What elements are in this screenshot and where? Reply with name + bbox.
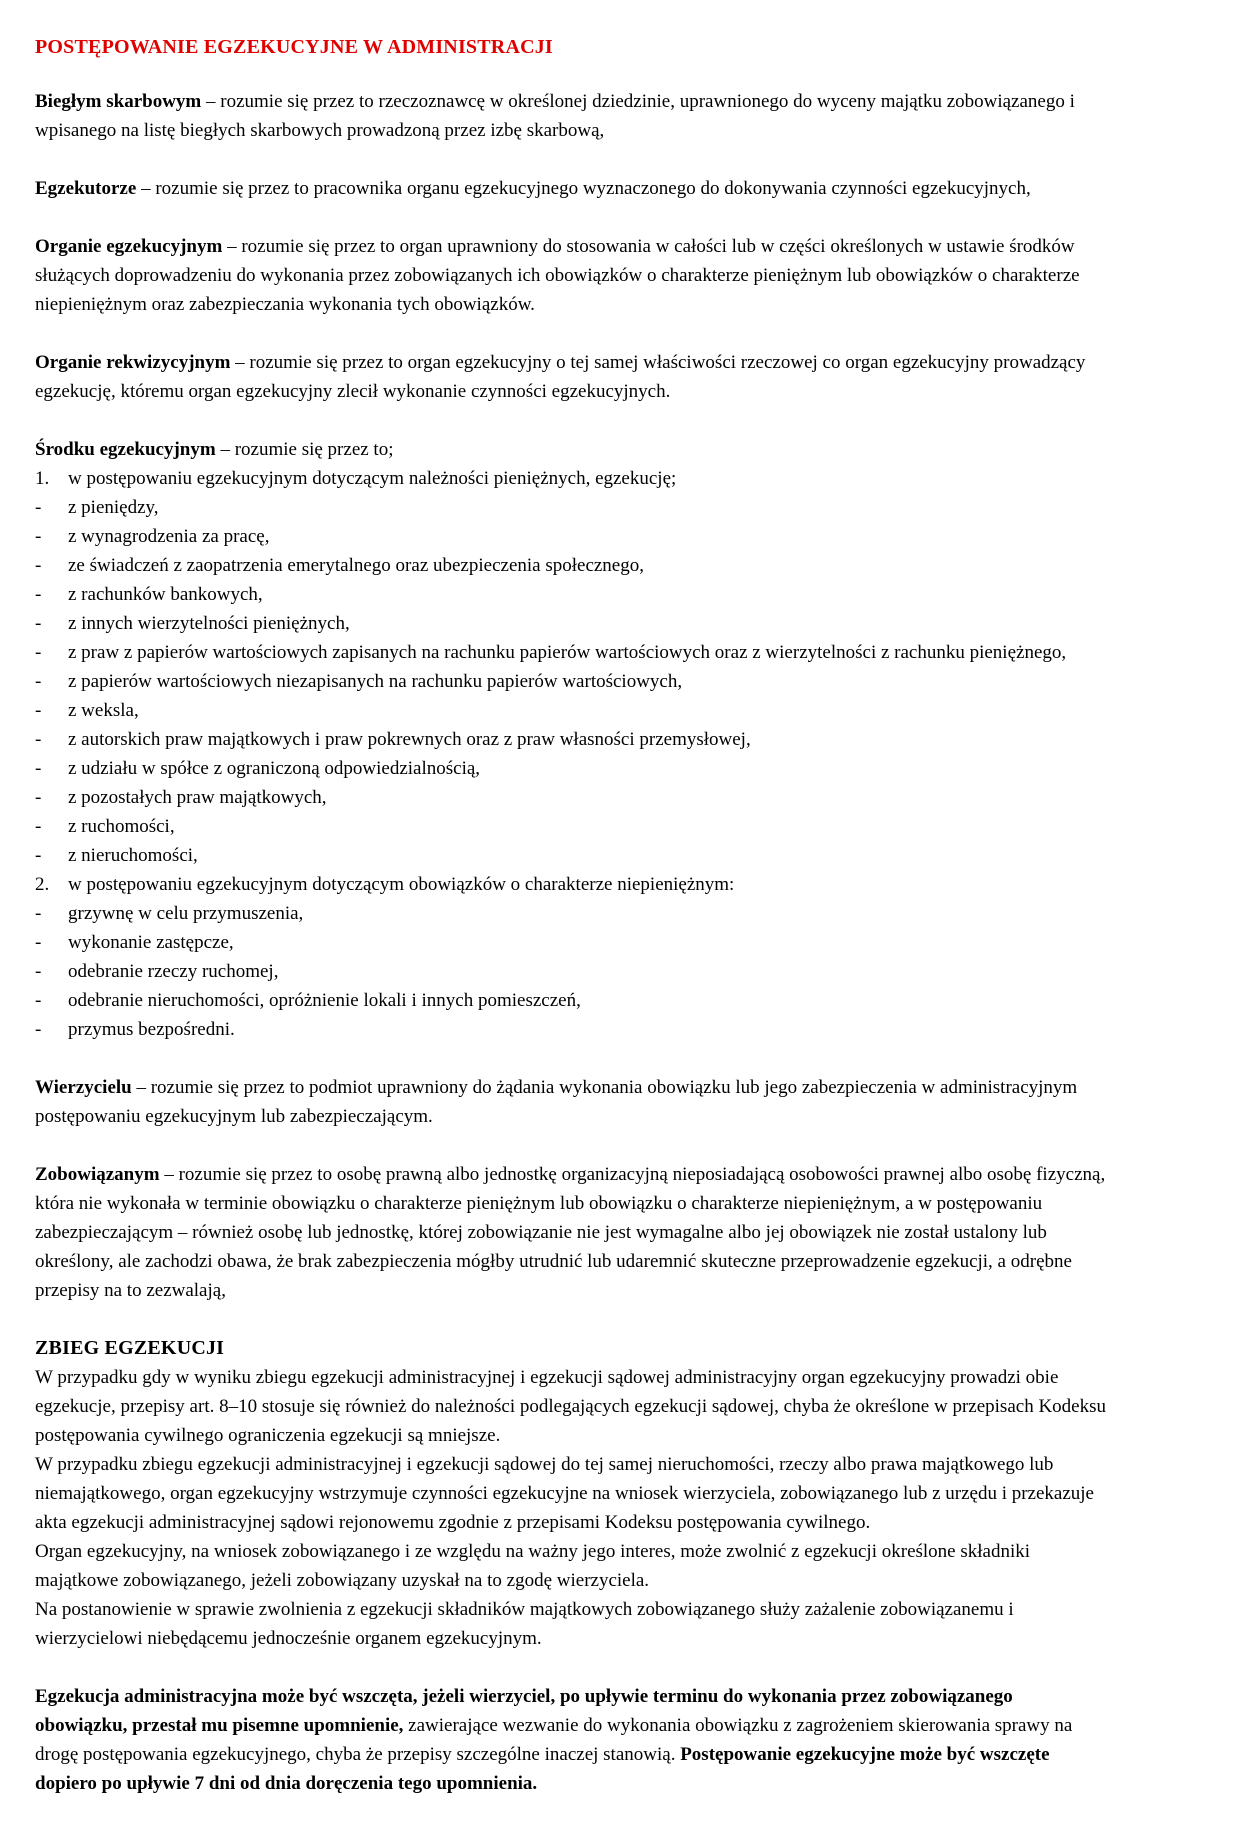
list-item-marker: - [35,497,42,518]
definition-text: – rozumie się przez to; [220,439,394,460]
definition-text: – rozumie się przez to pracownika organu egzekucyjnego wyznaczonego do dokonywania czynności egzekucyjnych, [141,178,1031,199]
list-item-marker: 1. [35,468,50,489]
list-item-text: grzywnę w celu przymuszenia, [68,903,304,924]
list-item [35,609,1107,638]
list-item-marker: - [35,526,42,547]
list-item-text: przymus bezpośredni. [68,1019,235,1040]
list-item-marker: - [35,700,42,721]
list-item-text: z pozostałych praw majątkowych, [68,787,327,808]
definitions-top [35,87,1107,406]
definition-term: Zobowiązanym [35,1164,160,1185]
closing-normal-text: zawierające wezwanie do wykonania obowiązku z zagrożeniem skierowania sprawy na drogę postępowania egzekucyjnego, chyba że przepisy szczególne inaczej stanowią. [35,1715,1073,1765]
list-item-marker: - [35,729,42,750]
concurrence-section [35,1334,1107,1653]
list-item-text: ze świadczeń z zaopatrzenia emerytalnego oraz ubezpieczenia społecznego, [68,555,644,576]
definition-paragraph [35,232,1107,319]
list-item [35,986,1107,1015]
list-item-marker: - [35,932,42,953]
list-item-text: z ruchomości, [68,816,175,837]
definition-paragraph [35,1160,1107,1305]
list-item [35,870,1107,899]
definition-term: Egzekutorze [35,178,137,199]
list-item-text: z nieruchomości, [68,845,198,866]
list-item [35,812,1107,841]
list-item-marker: - [35,816,42,837]
list-item [35,754,1107,783]
definition-text: – rozumie się przez to osobę prawną albo jednostkę organizacyjną nieposiadającą osobowości prawnej albo osobę fizyczną, która nie wykonała w terminie obowiązku o charakterze pieniężnym lub obowiązku o charakterze niepieniężnym, a w postępowaniu zabezpieczającym – również osobę lub jednostkę, której zobowiązanie nie jest wymagalne albo jej obowiązek nie został ustalony lub określony, ale zachodzi obawa, że brak zabezpieczenia mógłby utrudnić lub udaremnić skuteczne przeprowadzenie egzekucji, a odrębne przepisy na to zezwalają, [35,1164,1106,1301]
list-item [35,522,1107,551]
section-paragraph: Na postanowienie w sprawie zwolnienia z egzekucji składników majątkowych zobowiązanego służy zażalenie zobowiązanemu i wierzycielowi niebędącemu jednocześnie organem egzekucyjnym. [35,1599,1014,1649]
list-item-text: z rachunków bankowych, [68,584,263,605]
list-item-text: z wynagrodzenia za pracę, [68,526,270,547]
list-item-marker: - [35,613,42,634]
list-item-text: odebranie rzeczy ruchomej, [68,961,279,982]
list-item-text: z papierów wartościowych niezapisanych na rachunku papierów wartościowych, [68,671,683,692]
definition-text: – rozumie się przez to podmiot uprawniony do żądania wykonania obowiązku lub jego zabezpieczenia w administracyjnym postępowaniu egzekucyjnym lub zabezpieczającym. [35,1077,1078,1127]
list-item-marker: - [35,903,42,924]
definition-term: Wierzycielu [35,1077,132,1098]
definition-text: – rozumie się przez to organ uprawniony do stosowania w całości lub w części określonych w ustawie środków służących doprowadzeniu do wykonania przez zobowiązanych ich obowiązków o charakterze pieniężnym lub obowiązków o charakterze niepieniężnym oraz zabezpieczania wykonania tych obowiązków. [35,236,1080,315]
list-item-text: z autorskich praw majątkowych i praw pokrewnych oraz z praw własności przemysłowej, [68,729,751,750]
list-item [35,899,1107,928]
definition-term: Organie egzekucyjnym [35,236,223,257]
definition-paragraph [35,87,1107,145]
list-item-marker: - [35,845,42,866]
closing-paragraph [35,1682,1107,1798]
list-item [35,928,1107,957]
list-item [35,638,1107,667]
definition-text: – rozumie się przez to rzeczoznawcę w określonej dziedzinie, uprawnionego do wyceny majątku zobowiązanego i wpisanego na listę biegłych skarbowych prowadzoną przez izbę skarbową, [35,91,1075,141]
list-item [35,725,1107,754]
enforcement-measures-list [35,464,1107,1044]
list-item [35,1015,1107,1044]
definition-text: – rozumie się przez to organ egzekucyjny o tej samej właściwości rzeczowej co organ egzekucyjny prowadzący egzekucję, któremu organ egzekucyjny zlecił wykonanie czynności egzekucyjnych. [35,352,1086,402]
definition-term: Środku egzekucyjnym [35,439,216,460]
list-item [35,667,1107,696]
list-item-marker: - [35,584,42,605]
definition-term: Biegłym skarbowym [35,91,202,112]
list-item-text: wykonanie zastępcze, [68,932,234,953]
definition-term: Organie rekwizycyjnym [35,352,231,373]
list-item-text: w postępowaniu egzekucyjnym dotyczącym obowiązków o charakterze niepieniężnym: [68,874,735,895]
list-item [35,957,1107,986]
list-item-text: z weksla, [68,700,139,721]
list-item-marker: - [35,758,42,779]
enforcement-measures-intro [35,435,1107,464]
list-item-text: odebranie nieruchomości, opróżnienie lokali i innych pomieszczeń, [68,990,581,1011]
list-item-text: z praw z papierów wartościowych zapisanych na rachunku papierów wartościowych oraz z wierzytelności z rachunku pieniężnego, [68,642,1067,663]
definitions-bottom [35,1073,1107,1305]
list-item [35,580,1107,609]
list-item-marker: - [35,555,42,576]
list-item-text: z pieniędzy, [68,497,159,518]
definition-paragraph [35,348,1107,406]
list-item [35,841,1107,870]
definition-paragraph [35,174,1107,203]
section-paragraph: Organ egzekucyjny, na wniosek zobowiązanego i ze względu na ważny jego interes, może zwolnić z egzekucji określone składniki majątkowe zobowiązanego, jeżeli zobowiązany uzyskał na to zgodę wierzyciela. [35,1541,1031,1591]
section-paragraph: W przypadku zbiegu egzekucji administracyjnej i egzekucji sądowej do tej samej nieruchomości, rzeczy albo prawa majątkowego lub niemajątkowego, organ egzekucyjny wstrzymuje czynności egzekucyjne na wniosek wierzyciela, zobowiązanego lub z urzędu i przekazuje akta egzekucji administracyjnej sądowi rejonowemu zgodnie z przepisami Kodeksu postępowania cywilnego. [35,1454,1094,1533]
list-item [35,783,1107,812]
list-item [35,696,1107,725]
closing-bold-start: Egzekucja administracyjna może być wszczęta, jeżeli wierzyciel, po upływie terminu do wykonania przez zobowiązanego obowiązku, przestał mu pisemne upomnienie, [35,1686,1013,1736]
list-item-marker: - [35,961,42,982]
section-paragraph: W przypadku gdy w wyniku zbiegu egzekucji administracyjnej i egzekucji sądowej administracyjny organ egzekucyjny prowadzi obie egzekucje, przepisy art. 8–10 stosuje się również do należności podlegających egzekucji sądowej, chyba że określone w przepisach Kodeksu postępowania cywilnego ograniczenia egzekucji są mniejsze. [35,1367,1106,1446]
list-item-text: w postępowaniu egzekucyjnym dotyczącym należności pieniężnych, egzekucję; [68,468,677,489]
list-item-marker: - [35,642,42,663]
list-item [35,551,1107,580]
list-item [35,464,1107,493]
list-item-marker: 2. [35,874,50,895]
concurrence-paragraphs [35,1363,1107,1653]
list-item-text: z udziału w spółce z ograniczoną odpowiedzialnością, [68,758,481,779]
closing-bold-end: Postępowanie egzekucyjne może być wszczęte dopiero po upływie 7 dni od dnia doręczenia tego upomnienia. [35,1744,1050,1794]
list-item-marker: - [35,1019,42,1040]
section-heading: ZBIEG EGZEKUCJI [35,1337,225,1359]
list-item-text: z innych wierzytelności pieniężnych, [68,613,350,634]
list-item-marker: - [35,787,42,808]
list-item-marker: - [35,990,42,1011]
list-item [35,493,1107,522]
list-item-marker: - [35,671,42,692]
definition-paragraph [35,1073,1107,1131]
document-title: POSTĘPOWANIE EGZEKUCYJNE W ADMINISTRACJI [35,36,553,58]
